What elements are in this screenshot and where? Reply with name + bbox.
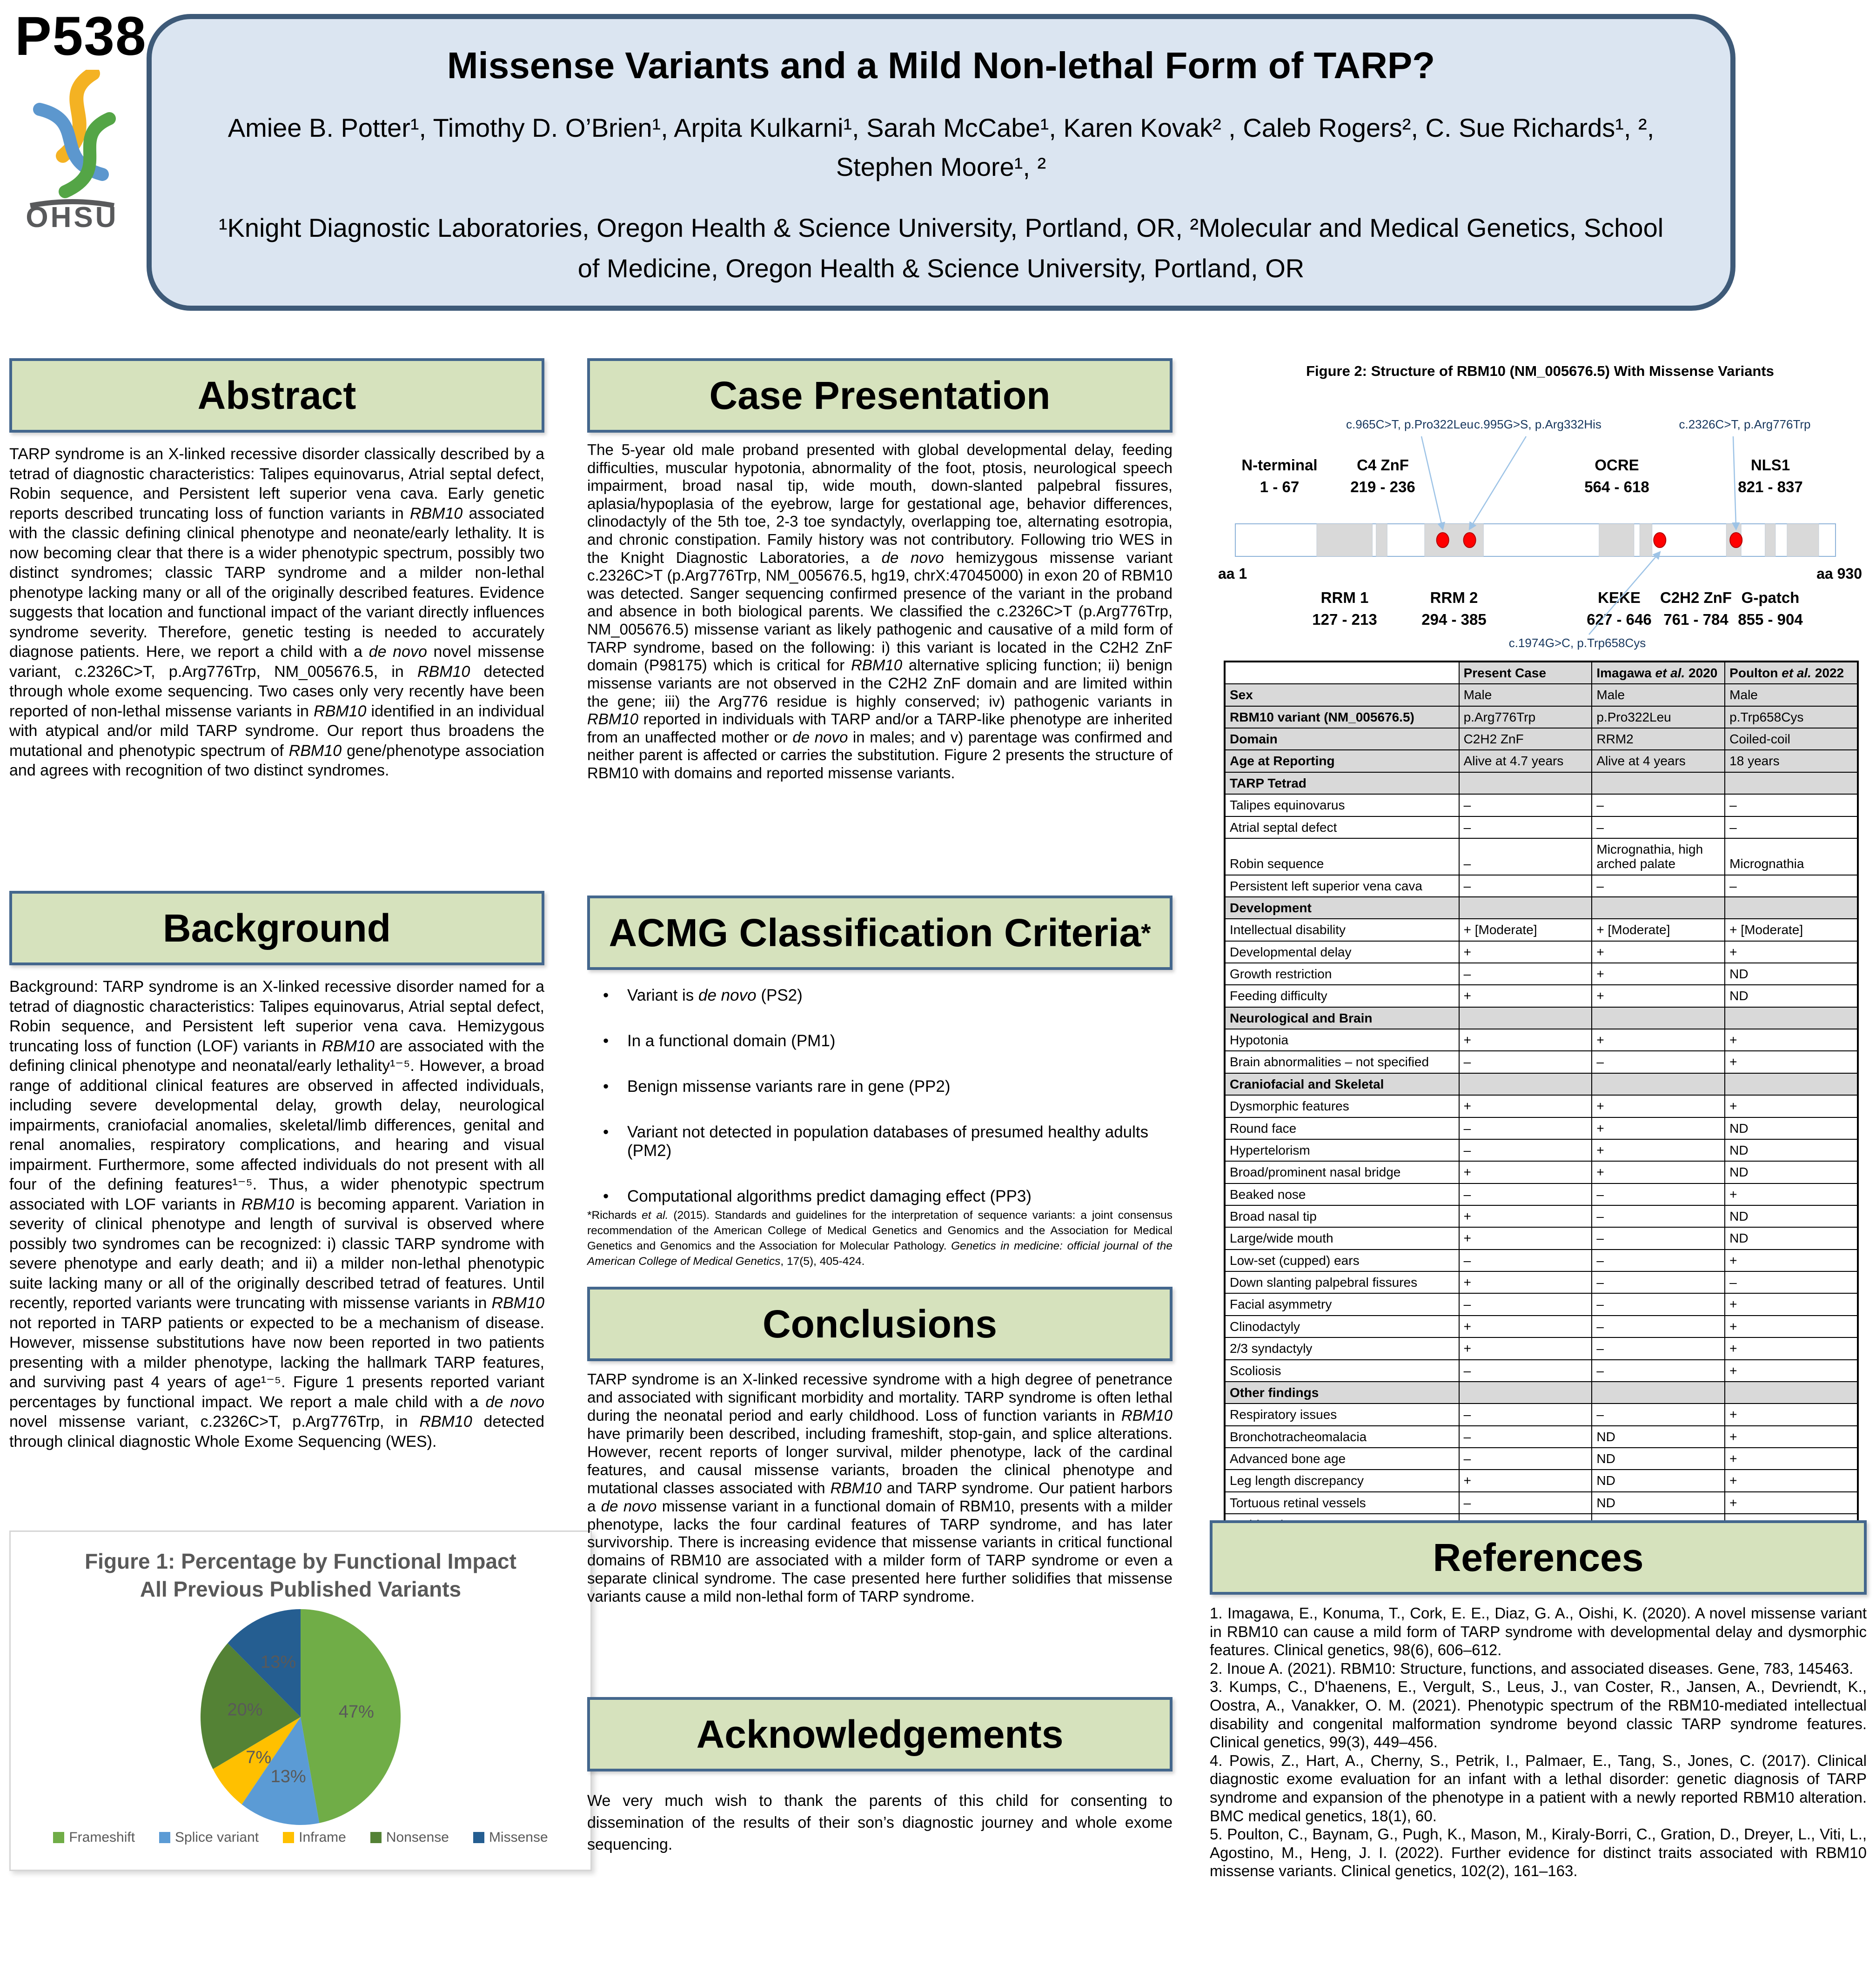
cell-rbm10-variant-nm-005676-5-col1: p.Arg776Trp (1459, 706, 1592, 728)
domain-block-keke (1640, 524, 1652, 556)
cell-development-col2 (1592, 897, 1725, 919)
table-row-robin-sequence (1225, 838, 1858, 875)
variant-label-776: c.2326C>T, p.Arg776Trp (1679, 417, 1811, 431)
legend-swatch-nonsense (370, 1832, 382, 1843)
row-label-hypertelorism: Hypertelorism (1225, 1139, 1459, 1161)
row-label-talipes-equinovarus: Talipes equinovarus (1225, 794, 1459, 816)
row-label-tarp-tetrad: TARP Tetrad (1225, 772, 1459, 794)
domain-block-g-patch (1787, 524, 1819, 556)
cell-tortuous-retinal-vessels-col1: – (1459, 1492, 1592, 1514)
row-label-development: Development (1225, 897, 1459, 919)
cell-low-set-cupped-ears-col2: – (1592, 1250, 1725, 1271)
ohsu-flame-icon (14, 70, 130, 228)
table-row-rbm10-variant-nm-005676-5 (1225, 706, 1858, 728)
cell-sex-col3: Male (1725, 684, 1858, 706)
row-label-respiratory-issues: Respiratory issues (1225, 1404, 1459, 1425)
cell-persistent-left-superior-vena-cava-col3: – (1725, 875, 1858, 897)
table-row-leg-length-discrepancy (1225, 1470, 1858, 1491)
cell-2-3-syndactyly-col3: + (1725, 1337, 1858, 1359)
cell-feeding-difficulty-col1: + (1459, 985, 1592, 1007)
domain-range-rrm-2: 294 - 385 (1421, 611, 1487, 628)
cell-developmental-delay-col2: + (1592, 941, 1725, 963)
cell-respiratory-issues-col3: + (1725, 1404, 1858, 1425)
cell-other-findings-col1 (1459, 1382, 1592, 1404)
row-label-robin-sequence: Robin sequence (1225, 838, 1459, 875)
table-row-hypotonia (1225, 1029, 1858, 1051)
cell-persistent-left-superior-vena-cava-col2: – (1592, 875, 1725, 897)
table-row-growth-restriction (1225, 963, 1858, 985)
cell-scoliosis-col3: + (1725, 1360, 1858, 1382)
row-label-2-3-syndactyly: 2/3 syndactyly (1225, 1337, 1459, 1359)
legend-label-missense: Missense (489, 1829, 548, 1845)
cell-craniofacial-and-skeletal-col3 (1725, 1073, 1858, 1095)
poster-title: Missense Variants and a Mild Non-lethal Form of TARP? (447, 45, 1435, 86)
cell-tortuous-retinal-vessels-col3: + (1725, 1492, 1858, 1514)
legend-item-nonsense (370, 1830, 449, 1845)
cell-growth-restriction-col2: + (1592, 963, 1725, 985)
cell-rbm10-variant-nm-005676-5-col3: p.Trp658Cys (1725, 706, 1858, 728)
pie-legend (11, 1830, 590, 1845)
cell-broad-nasal-tip-col2: – (1592, 1205, 1725, 1227)
reference-item-4: 4. Powis, Z., Hart, A., Cherny, S., Petrik, I., Palmaer, E., Tang, S., Jones, C. (2017). Clinical diagnostic exome evaluation for an infant with a lethal disorder: genetic diagnosis of TARP syndrome and expansion of the phenotype in a patient with a newly reported RBM10 alteration. BMC medical genetics, 18(1), 60. (1210, 1751, 1867, 1825)
cell-intellectual-disability-col3: + [Moderate] (1725, 919, 1858, 941)
abstract-heading (9, 358, 544, 433)
table-row-large-wide-mouth (1225, 1227, 1858, 1249)
cell-brain-abnormalities-not-specified-col3: + (1725, 1051, 1858, 1073)
table-row-feeding-difficulty (1225, 985, 1858, 1007)
variant-leader-776 (1733, 436, 1736, 529)
cell-down-slanting-palpebral-fissures-col2: – (1592, 1271, 1725, 1293)
table-row-talipes-equinovarus (1225, 794, 1858, 816)
table-row-tortuous-retinal-vessels (1225, 1492, 1858, 1514)
cell-dysmorphic-features-col1: + (1459, 1095, 1592, 1117)
background-body: Background: TARP syndrome is an X-linked recessive disorder named for a tetrad of diagnostic characteristics: Talipes equinovarus, Atrial septal defect, Robin sequence, and Persistent left superior vena cava. Hemizygous truncating loss of function (LOF) variants in RBM10 are associated with the defining clinical phenotype and neonatal/early lethality¹⁻⁵. However, a broad range of additional clinical features are observed in affected individuals, including severe developmental delay, growth delay, neurological impairments, craniofacial anomalies, skeletal/limb differences, genital and renal anomalies, respiratory complications, and hearing and visual impairment. Furthermore, some affected individuals do not present with all four of the defining features¹⁻⁵. Thus, a wider phenotypic spectrum associated with LOF variants in RBM10 is becoming apparent. Variation in severity of clinical phenotype and length of survival is observed where possibly two syndromes can be recognized: i) classic TARP syndrome with severe phenotype and early death; and ii) a milder non-lethal phenotypic suite lacking many or all of the originally described tetrad of features. Until recently, reported variants were truncating with missense variants in RBM10 not reported in TARP patients or expected to be a mechanism of disease. However, missense substitutions have now been reported in two patients presenting with a milder phenotype, lacking the hallmark TARP features, and surviving past 4 years of age¹⁻⁵. Figure 1 presents reported variant percentages by functional impact. We report a male child with a de novo novel missense variant, c.2326C>T, p.Arg776Trp, in RBM10 detected through clinical diagnostic Whole Exome Sequencing (WES). (9, 978, 545, 1450)
cell-broad-prominent-nasal-bridge-col1: + (1459, 1161, 1592, 1183)
cell-domain-col2: RRM2 (1592, 728, 1725, 750)
cell-talipes-equinovarus-col3: – (1725, 794, 1858, 816)
acmg-criterion-1: • Variant is de novo (PS2) (600, 986, 1172, 1005)
domain-block-c4-znf (1376, 524, 1387, 556)
table-header-row (1225, 662, 1858, 684)
cell-tarp-tetrad-col3 (1725, 772, 1858, 794)
variant-dot-776 (1730, 533, 1742, 548)
table-row-dysmorphic-features (1225, 1095, 1858, 1117)
case-presentation-heading (587, 358, 1172, 433)
table-col-header-1: Present Case (1459, 662, 1592, 684)
row-label-domain: Domain (1225, 728, 1459, 750)
cell-robin-sequence-col3: Micrognathia (1725, 838, 1858, 875)
domain-block-ocre (1599, 524, 1634, 556)
acmg-criterion-4: • Variant not detected in population databases of presumed healthy adults (PM2) (600, 1123, 1172, 1160)
cell-bronchotracheomalacia-col3: + (1725, 1426, 1858, 1448)
pie-chart (11, 1605, 590, 1829)
cell-age-at-reporting-col3: 18 years (1725, 750, 1858, 772)
cell-hypertelorism-col2: + (1592, 1139, 1725, 1161)
cell-developmental-delay-col3: + (1725, 941, 1858, 963)
cell-facial-asymmetry-col3: + (1725, 1293, 1858, 1315)
row-label-atrial-septal-defect: Atrial septal defect (1225, 816, 1459, 838)
cell-hypertelorism-col1: – (1459, 1139, 1592, 1161)
figure1-title-line1: Figure 1: Percentage by Functional Impact (85, 1549, 516, 1573)
table-row-persistent-left-superior-vena-cava (1225, 875, 1858, 897)
cell-robin-sequence-col1: – (1459, 838, 1592, 875)
cell-advanced-bone-age-col3: + (1725, 1448, 1858, 1470)
cell-craniofacial-and-skeletal-col1 (1459, 1073, 1592, 1095)
cell-sex-col1: Male (1459, 684, 1592, 706)
legend-label-splice-variant: Splice variant (175, 1829, 259, 1845)
cell-other-findings-col3 (1725, 1382, 1858, 1404)
figure2-protein-diagram (1210, 384, 1870, 654)
legend-label-frameshift: Frameshift (69, 1829, 135, 1845)
cell-facial-asymmetry-col1: – (1459, 1293, 1592, 1315)
variant-label-322: c.965C>T, p.Pro322Leu (1346, 417, 1474, 431)
table-row-round-face (1225, 1117, 1858, 1139)
table-row-age-at-reporting (1225, 750, 1858, 772)
cell-intellectual-disability-col2: + [Moderate] (1592, 919, 1725, 941)
cell-hypotonia-col2: + (1592, 1029, 1725, 1051)
row-label-neurological-and-brain: Neurological and Brain (1225, 1007, 1459, 1029)
cell-bronchotracheomalacia-col1: – (1459, 1426, 1592, 1448)
acmg-heading (587, 896, 1172, 970)
references-heading (1210, 1520, 1867, 1595)
legend-item-frameshift (53, 1830, 135, 1845)
cell-feeding-difficulty-col2: + (1592, 985, 1725, 1007)
acmg-criterion-3: • Benign missense variants rare in gene (PP2) (600, 1077, 1172, 1096)
cell-hypotonia-col3: + (1725, 1029, 1858, 1051)
table-row-respiratory-issues (1225, 1404, 1858, 1425)
table-row-intellectual-disability (1225, 919, 1858, 941)
cell-dysmorphic-features-col3: + (1725, 1095, 1858, 1117)
variant-dot-322 (1437, 533, 1449, 548)
acmg-criterion-2: • In a functional domain (PM1) (600, 1032, 1172, 1050)
cell-development-col1 (1459, 897, 1592, 919)
domain-name-n-terminal: N-terminal (1241, 456, 1318, 474)
cell-large-wide-mouth-col3: ND (1725, 1227, 1858, 1249)
table-row-scoliosis (1225, 1360, 1858, 1382)
cell-neurological-and-brain-col2 (1592, 1007, 1725, 1029)
cell-broad-nasal-tip-col1: + (1459, 1205, 1592, 1227)
legend-swatch-splice-variant (159, 1832, 170, 1843)
table-corner-cell (1225, 662, 1459, 684)
cell-tortuous-retinal-vessels-col2: ND (1592, 1492, 1725, 1514)
row-label-other-findings: Other findings (1225, 1382, 1459, 1404)
row-label-developmental-delay: Developmental delay (1225, 941, 1459, 963)
row-label-broad-nasal-tip: Broad nasal tip (1225, 1205, 1459, 1227)
table-row-bronchotracheomalacia (1225, 1426, 1858, 1448)
cell-other-findings-col2 (1592, 1382, 1725, 1404)
cell-leg-length-discrepancy-col3: + (1725, 1470, 1858, 1491)
case-presentation-body: The 5-year old male proband presented with global developmental delay, feeding difficulties, muscular hypotonia, abnormality of the foot, ptosis, neurological speech impairment, broad nasal tip, wide mouth, down-slanted palpebral fissures, aplasia/hypoplasia of the eyebrow, large for gestational age, behavior differences, clinodactyly of the 5th toe, 2-3 toe syndactyly, overlapping toe, alternating esotropia, and chronic constipation. Family history was not contributory. Following trio WES in the Knight Diagnostic Laboratories, a de novo hemizygous missense variant c.2326C>T (p.Arg776Trp, NM_005676.5, hg19, chrX:47045000) in exon 20 of RBM10 was detected. Sanger sequencing confirmed presence of the variant in the proband and absence in both biological parents. We classified the c.2326C>T (p.Arg776Trp, NM_005676.5) missense variant as likely pathogenic and causative of a mild form of TARP syndrome, based on the following: i) this variant is located in the C2H2 ZnF domain (P98175) which is critical for RBM10 alternative splicing function; ii) benign missense variants are not observed in the C2H2 ZnF domain and are limited within the gene; iii) the Arg776 residue is highly conserved; iv) pathogenic variants in RBM10 reported in individuals with TARP and/or a TARP-like phenotype are inherited from an unaffected mother or de novo in males; and v) parentage was confirmed and neither parent is affected or carries the substitution. Figure 2 presents the structure of RBM10 with domains and reported missense variants. (587, 441, 1173, 782)
reference-item-5: 5. Poulton, C., Baynam, G., Pugh, K., Mason, M., Kiraly-Borri, C., Gration, D., Dreyer, L., Viti, L., Agostino, M., Heng, J. I. (2022). Further evidence for distinct traits associated with RBM10 missense variants. Clinical genetics, 102(2), 161–163. (1210, 1825, 1867, 1880)
table-row-atrial-septal-defect (1225, 816, 1858, 838)
legend-swatch-inframe (283, 1832, 294, 1843)
variant-label-658: c.1974G>C, p.Trp658Cys (1508, 636, 1646, 650)
row-label-large-wide-mouth: Large/wide mouth (1225, 1227, 1459, 1249)
legend-item-inframe (283, 1830, 346, 1845)
cell-respiratory-issues-col1: – (1459, 1404, 1592, 1425)
acmg-criteria-list (600, 986, 1172, 1233)
cell-advanced-bone-age-col1: – (1459, 1448, 1592, 1470)
abstract-body: TARP syndrome is an X-linked recessive disorder classically described by a tetrad of diagnostic characteristics: Talipes equinovarus, Atrial septal defect, Robin sequence, and Persistent left superior vena cava. Early genetic reports described truncating loss of function variants in RBM10 associated with the classic defining clinical phenotype and neonate/early lethality. It is now becoming clear that there is a wider phenotypic spectrum, possibly two distinct syndromes; classic TARP syndrome and a milder non-lethal phenotype lacking many or all of the originally described features. Evidence suggests that location and functional impact of the variant directly influences syndrome severity. Therefore, genetic testing is needed to accurately diagnose patients. Here, we report a child with a de novo novel missense variant, c.2326C>T, p.Arg776Trp, NM_005676.5, in RBM10 detected through whole exome sequencing. Two cases only very recently have been reported of non-lethal missense variants in RBM10 identified in an individual with atypical and/or mild TARP syndrome. Our report thus broadens the mutational and phenotypic spectrum of RBM10 gene/phenotype association and agrees with recognition of two distinct syndromes. (9, 445, 545, 779)
cell-round-face-col1: – (1459, 1117, 1592, 1139)
cell-round-face-col3: ND (1725, 1117, 1858, 1139)
legend-label-nonsense: Nonsense (386, 1829, 449, 1845)
row-label-clinodactyly: Clinodactyly (1225, 1316, 1459, 1337)
row-label-sex: Sex (1225, 684, 1459, 706)
cell-low-set-cupped-ears-col1: – (1459, 1250, 1592, 1271)
row-label-brain-abnormalities-not-specified: Brain abnormalities – not specified (1225, 1051, 1459, 1073)
cell-scoliosis-col2: – (1592, 1360, 1725, 1382)
cell-hypotonia-col1: + (1459, 1029, 1592, 1051)
cell-low-set-cupped-ears-col3: + (1725, 1250, 1858, 1271)
row-label-hypotonia: Hypotonia (1225, 1029, 1459, 1051)
table-section-row-development (1225, 897, 1858, 919)
table-row-developmental-delay (1225, 941, 1858, 963)
domain-range-keke: 627 - 646 (1587, 611, 1652, 628)
table-col-header-3: Poulton et al. 2022 (1725, 662, 1858, 684)
domain-range-rrm-1: 127 - 213 (1312, 611, 1377, 628)
cell-round-face-col2: + (1592, 1117, 1725, 1139)
acknowledgements-body: We very much wish to thank the parents of this child for consenting to dissemination of the results of their son’s diagnostic journey and whole exome sequencing. (587, 1792, 1172, 1853)
table-row-broad-prominent-nasal-bridge (1225, 1161, 1858, 1183)
row-label-scoliosis: Scoliosis (1225, 1360, 1459, 1382)
table-row-advanced-bone-age (1225, 1448, 1858, 1470)
cell-brain-abnormalities-not-specified-col2: – (1592, 1051, 1725, 1073)
row-label-feeding-difficulty: Feeding difficulty (1225, 985, 1459, 1007)
domain-range-c2h2-znf: 761 - 784 (1663, 611, 1729, 628)
variant-dot-332 (1464, 533, 1476, 548)
cell-tarp-tetrad-col2 (1592, 772, 1725, 794)
cell-domain-col3: Coiled-coil (1725, 728, 1858, 750)
aa-end-label: aa 930 (1816, 565, 1862, 582)
row-label-dysmorphic-features: Dysmorphic features (1225, 1095, 1459, 1117)
table-section-row-other-findings (1225, 1382, 1858, 1404)
acmg-heading-asterisk: * (1141, 918, 1151, 947)
table-row-2-3-syndactyly (1225, 1337, 1858, 1359)
cell-2-3-syndactyly-col2: – (1592, 1337, 1725, 1359)
domain-range-nls1: 821 - 837 (1738, 478, 1803, 495)
table-row-domain (1225, 728, 1858, 750)
acmg-footnote: *Richards et al. (2015). Standards and guidelines for the interpretation of sequence variants: a joint consensus recommendation of the American College of Medical Genetics and Genomics and the Association for Medical Genetics and Genomics and the Association for Molecular Pathology. Genetics in medicine: official journal of the American College of Medical Genetics, 17(5), 405-424. (587, 1209, 1172, 1268)
row-label-craniofacial-and-skeletal: Craniofacial and Skeletal (1225, 1073, 1459, 1095)
pie-value-label-inframe: 7% (246, 1747, 272, 1767)
cell-persistent-left-superior-vena-cava-col1: – (1459, 875, 1592, 897)
cell-atrial-septal-defect-col2: – (1592, 816, 1725, 838)
pie-value-label-splice-variant: 13% (270, 1766, 306, 1786)
cell-clinodactyly-col1: + (1459, 1316, 1592, 1337)
conclusions-heading-label: Conclusions (762, 1302, 998, 1346)
cell-feeding-difficulty-col3: ND (1725, 985, 1858, 1007)
cell-clinodactyly-col2: – (1592, 1316, 1725, 1337)
figure1-title-line2: All Previous Published Variants (140, 1577, 462, 1601)
references-body (1210, 1604, 1867, 1880)
pie-value-label-missense: 13% (261, 1652, 296, 1672)
cell-age-at-reporting-col1: Alive at 4.7 years (1459, 750, 1592, 772)
cell-sex-col2: Male (1592, 684, 1725, 706)
cell-large-wide-mouth-col1: + (1459, 1227, 1592, 1249)
table-row-brain-abnormalities-not-specified (1225, 1051, 1858, 1073)
domain-block-nls1 (1765, 524, 1776, 556)
cell-hypertelorism-col3: ND (1725, 1139, 1858, 1161)
row-label-advanced-bone-age: Advanced bone age (1225, 1448, 1459, 1470)
row-label-down-slanting-palpebral-fissures: Down slanting palpebral fissures (1225, 1271, 1459, 1293)
domain-name-g-patch: G-patch (1741, 589, 1800, 606)
cell-craniofacial-and-skeletal-col2 (1592, 1073, 1725, 1095)
domain-name-c2h2-znf: C2H2 ZnF (1660, 589, 1732, 606)
row-label-growth-restriction: Growth restriction (1225, 963, 1459, 985)
cell-neurological-and-brain-col3 (1725, 1007, 1858, 1029)
cell-facial-asymmetry-col2: – (1592, 1293, 1725, 1315)
cell-talipes-equinovarus-col2: – (1592, 794, 1725, 816)
row-label-beaked-nose: Beaked nose (1225, 1183, 1459, 1205)
cell-respiratory-issues-col2: – (1592, 1404, 1725, 1425)
legend-swatch-missense (473, 1832, 484, 1843)
cell-brain-abnormalities-not-specified-col1: – (1459, 1051, 1592, 1073)
cell-tarp-tetrad-col1 (1459, 772, 1592, 794)
row-label-rbm10-variant-nm-005676-5: RBM10 variant (NM_005676.5) (1225, 706, 1459, 728)
domain-name-rrm-2: RRM 2 (1430, 589, 1478, 606)
conclusions-body: TARP syndrome is an X-linked recessive syndrome with a high degree of penetrance and associated with significant morbidity and mortality. TARP syndrome is often lethal during the neonatal period and early childhood. Loss of function variants in RBM10 have primarily been described, including frameshift, stop-gain, and splice alterations. However, recent reports of longer survival, milder phenotype, lack of the cardinal features, and causal missense variants, broaden the clinical phenotype and mutational classes associated with RBM10 and TARP syndrome. Our patient harbors a de novo missense variant in a functional domain of RBM10, presents with a milder phenotype, lacks the four cardinal features of TARP syndrome, and has later survivorship. There is increasing evidence that missense variants in critical functional domains of RBM10 are associated with a milder form of TARP syndrome or even a separate clinical syndrome. The case presented here further solidifies that missense variants cause a mild non-lethal form of TARP syndrome. (587, 1370, 1172, 1605)
domain-name-ocre: OCRE (1595, 456, 1639, 474)
table-section-row-craniofacial-and-skeletal (1225, 1073, 1858, 1095)
legend-item-missense (473, 1830, 548, 1845)
domain-range-ocre: 564 - 618 (1584, 478, 1649, 495)
table-col-header-2: Imagawa et al. 2020 (1592, 662, 1725, 684)
cell-bronchotracheomalacia-col2: ND (1592, 1426, 1725, 1448)
reference-item-1: 1. Imagawa, E., Konuma, T., Cork, E. E., Diaz, G. A., Oishi, K. (2020). A novel missense variant in RBM10 can cause a mild form of TARP syndrome with developmental delay and dysmorphic features. Clinical genetics, 98(6), 606–612. (1210, 1604, 1867, 1659)
acmg-heading-label: ACMG Classification Criteria (609, 910, 1141, 955)
row-label-tortuous-retinal-vessels: Tortuous retinal vessels (1225, 1492, 1459, 1514)
cell-advanced-bone-age-col2: ND (1592, 1448, 1725, 1470)
variant-dot-658 (1654, 533, 1666, 548)
cell-talipes-equinovarus-col1: – (1459, 794, 1592, 816)
ohsu-logo (14, 70, 130, 230)
cell-2-3-syndactyly-col1: + (1459, 1337, 1592, 1359)
reference-item-2: 2. Inoue A. (2021). RBM10: Structure, functions, and associated diseases. Gene, 783, 145463. (1210, 1659, 1854, 1677)
affiliation-list: ¹Knight Diagnostic Laboratories, Oregon Health & Science University, Portland, OR, ²Molecular and Medical Genetics, School of Medicine, Oregon Health & Science University, Portland, OR (218, 213, 1664, 283)
variant-leader-332 (1470, 436, 1526, 529)
cell-growth-restriction-col1: – (1459, 963, 1592, 985)
cell-broad-nasal-tip-col3: ND (1725, 1205, 1858, 1227)
cell-domain-col1: C2H2 ZnF (1459, 728, 1592, 750)
cell-down-slanting-palpebral-fissures-col3: – (1725, 1271, 1858, 1293)
table-row-facial-asymmetry (1225, 1293, 1858, 1315)
cell-growth-restriction-col3: ND (1725, 963, 1858, 985)
cell-broad-prominent-nasal-bridge-col3: ND (1725, 1161, 1858, 1183)
domain-name-rrm-1: RRM 1 (1320, 589, 1369, 606)
table-row-sex (1225, 684, 1858, 706)
case-presentation-heading-label: Case Presentation (709, 373, 1051, 417)
cell-broad-prominent-nasal-bridge-col2: + (1592, 1161, 1725, 1183)
domain-name-keke: KEKE (1598, 589, 1641, 606)
pie-value-label-frameshift: 47% (338, 1702, 374, 1722)
row-label-round-face: Round face (1225, 1117, 1459, 1139)
row-label-bronchotracheomalacia: Bronchotracheomalacia (1225, 1426, 1459, 1448)
cell-atrial-septal-defect-col3: – (1725, 816, 1858, 838)
row-label-facial-asymmetry: Facial asymmetry (1225, 1293, 1459, 1315)
figure2-title: Figure 2: Structure of RBM10 (NM_005676.5) With Missense Variants (1306, 363, 1774, 379)
cell-rbm10-variant-nm-005676-5-col2: p.Pro322Leu (1592, 706, 1725, 728)
table-row-hypertelorism (1225, 1139, 1858, 1161)
table-section-row-tarp-tetrad (1225, 772, 1858, 794)
phenotype-comparison-table (1224, 661, 1859, 1537)
logo-wordmark: OHSU (26, 201, 119, 228)
row-label-intellectual-disability: Intellectual disability (1225, 919, 1459, 941)
row-label-persistent-left-superior-vena-cava: Persistent left superior vena cava (1225, 875, 1459, 897)
legend-swatch-frameshift (53, 1832, 64, 1843)
conclusions-heading (587, 1287, 1172, 1361)
cell-leg-length-discrepancy-col1: + (1459, 1470, 1592, 1491)
title-banner (147, 14, 1735, 311)
acknowledgements-heading (587, 1697, 1172, 1771)
table-row-beaked-nose (1225, 1183, 1858, 1205)
domain-name-nls1: NLS1 (1750, 456, 1790, 474)
row-label-low-set-cupped-ears: Low-set (cupped) ears (1225, 1250, 1459, 1271)
acmg-criterion-5: • Computational algorithms predict damaging effect (PP3) (600, 1187, 1172, 1206)
domain-block-rrm-1 (1317, 524, 1372, 556)
cell-down-slanting-palpebral-fissures-col1: + (1459, 1271, 1592, 1293)
domain-name-c4-znf: C4 ZnF (1357, 456, 1409, 474)
legend-label-inframe: Inframe (299, 1829, 346, 1845)
cell-leg-length-discrepancy-col2: ND (1592, 1470, 1725, 1491)
cell-dysmorphic-features-col2: + (1592, 1095, 1725, 1117)
table-row-low-set-cupped-ears (1225, 1250, 1858, 1271)
cell-development-col3 (1725, 897, 1858, 919)
figure1-title (11, 1548, 590, 1604)
row-label-broad-prominent-nasal-bridge: Broad/prominent nasal bridge (1225, 1161, 1459, 1183)
cell-developmental-delay-col1: + (1459, 941, 1592, 963)
cell-clinodactyly-col3: + (1725, 1316, 1858, 1337)
cell-intellectual-disability-col1: + [Moderate] (1459, 919, 1592, 941)
table-row-clinodactyly (1225, 1316, 1858, 1337)
cell-scoliosis-col1: – (1459, 1360, 1592, 1382)
references-heading-label: References (1433, 1535, 1644, 1579)
legend-item-splice-variant (159, 1830, 259, 1845)
cell-neurological-and-brain-col1 (1459, 1007, 1592, 1029)
table-row-down-slanting-palpebral-fissures (1225, 1271, 1858, 1293)
domain-range-c4-znf: 219 - 236 (1350, 478, 1415, 495)
cell-robin-sequence-col2: Micrognathia, high arched palate (1592, 838, 1725, 875)
cell-large-wide-mouth-col2: – (1592, 1227, 1725, 1249)
reference-item-3: 3. Kumps, C., D'haenens, E., Vergult, S., Leus, J., van Coster, R., Jansen, A., Devriendt, K., Oostra, A., Vanakker, O. M. (2021). Phenotypic spectrum of the RBM10-mediated intellectual disability and congenital malformation syndrome beyond classic TARP syndrome features. Clinical genetics, 99(3), 449–456. (1210, 1678, 1867, 1751)
poster-number: P538 (15, 6, 147, 67)
table-row-broad-nasal-tip (1225, 1205, 1858, 1227)
background-heading (9, 891, 544, 965)
cell-beaked-nose-col2: – (1592, 1183, 1725, 1205)
background-heading-label: Background (162, 906, 391, 950)
cell-beaked-nose-col3: + (1725, 1183, 1858, 1205)
acknowledgements-heading-label: Acknowledgements (696, 1712, 1064, 1756)
domain-range-g-patch: 855 - 904 (1738, 611, 1803, 628)
author-list: Amiee B. Potter¹, Timothy D. O’Brien¹, Arpita Kulkarni¹, Sarah McCabe¹, Karen Kovak² , Caleb Rogers², C. Sue Richards¹, ², Stephen Moore¹, ² (228, 113, 1655, 181)
cell-atrial-septal-defect-col1: – (1459, 816, 1592, 838)
abstract-heading-label: Abstract (197, 373, 356, 417)
variant-label-332: c.995G>S, p.Arg332His (1474, 417, 1601, 431)
table-section-row-neurological-and-brain (1225, 1007, 1858, 1029)
pie-value-label-nonsense: 20% (227, 1700, 263, 1720)
figure1-panel (9, 1531, 592, 1871)
cell-age-at-reporting-col2: Alive at 4 years (1592, 750, 1725, 772)
row-label-age-at-reporting: Age at Reporting (1225, 750, 1459, 772)
row-label-leg-length-discrepancy: Leg length discrepancy (1225, 1470, 1459, 1491)
domain-range-n-terminal: 1 - 67 (1260, 478, 1300, 495)
variant-leader-322 (1421, 436, 1443, 529)
cell-beaked-nose-col1: – (1459, 1183, 1592, 1205)
aa-start-label: aa 1 (1218, 565, 1247, 582)
